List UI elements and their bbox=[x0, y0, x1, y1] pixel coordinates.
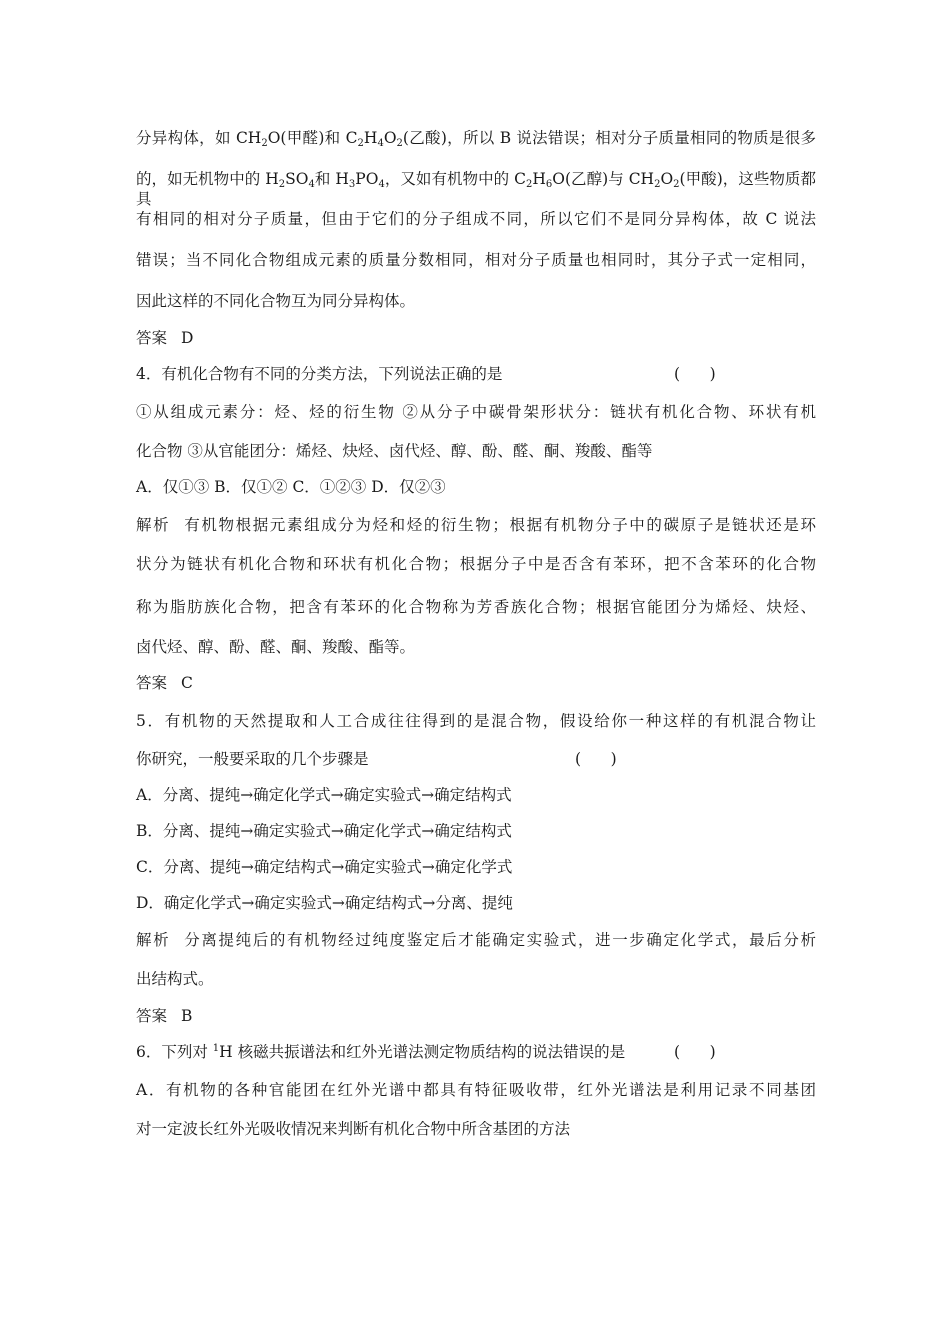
q5-analysis-line-1: 解析 分离提纯后的有机物经过纯度鉴定后才能确定实验式，进一步确定化学式，最后分析 bbox=[136, 931, 816, 949]
q4-stem: 4．有机化合物有不同的分类方法，下列说法正确的是 bbox=[136, 365, 503, 383]
q5-option-a: A．分离、提纯→确定化学式→确定实验式→确定结构式 bbox=[136, 786, 512, 804]
q3-text-line-3: 有相同的相对分子质量，但由于它们的分子组成不同，所以它们不是同分异构体，故 C 说法 bbox=[136, 210, 816, 228]
q5-option-c: C．分离、提纯→确定结构式→确定实验式→确定化学式 bbox=[136, 858, 513, 876]
q6-option-a-line-2: 对一定波长红外光吸收情况来判断有机化合物中所含基团的方法 bbox=[136, 1120, 571, 1138]
q3-text-line-2: 的，如无机物中的 $H_2SO_4$和 $H_3PO_4$，又如有机物中的 $C_2H_6O$(乙醇)与 $CH_2O_2$(甲酸)，这些物质都具 bbox=[136, 170, 816, 208]
analysis-label: 解析 bbox=[136, 931, 171, 949]
analysis-label: 解析 bbox=[136, 516, 171, 534]
answer-value: C bbox=[181, 674, 193, 692]
q6-answer-blank: ( ) bbox=[674, 1043, 716, 1061]
q4-answer-blank: ( ) bbox=[674, 365, 716, 383]
q5-option-b: B．分离、提纯→确定实验式→确定化学式→确定结构式 bbox=[136, 822, 512, 840]
q4-statement-line-1: ①从组成元素分：烃、烃的衍生物 ②从分子中碳骨架形状分：链状有机化合物、环状有机 bbox=[136, 403, 816, 421]
q6-stem: 6．下列对 $^1$H 核磁共振谱法和红外光谱法测定物质结构的说法错误的是 bbox=[136, 1043, 626, 1061]
q5-stem-line-1: 5．有机物的天然提取和人工合成往往得到的是混合物，假设给你一种这样的有机混合物让 bbox=[136, 712, 816, 730]
answer-value: B bbox=[181, 1007, 193, 1025]
answer-value: D bbox=[181, 329, 194, 347]
q4-analysis-line-2: 状分为链状有机化合物和环状有机化合物；根据分子中是否含有苯环，把不含苯环的化合物 bbox=[136, 555, 816, 573]
q4-choices: A．仅①③ B．仅①② C．①②③ D．仅②③ bbox=[136, 478, 446, 496]
q3-text-line-1: 分异构体，如 $CH_2O$(甲醛)和 $C_2H_4O_2$(乙酸)，所以 B 说法错误；相对分子质量相同的物质是很多 bbox=[136, 129, 817, 149]
q3-text-line-4: 错误；当不同化合物组成元素的质量分数相同，相对分子质量也相同时，其分子式一定相同， bbox=[136, 251, 816, 269]
q5-answer bbox=[136, 1006, 192, 1026]
q3-answer bbox=[136, 328, 193, 348]
answer-label: 答案 bbox=[136, 329, 168, 347]
q6-option-a-line-1: A．有机物的各种官能团在红外光谱中都具有特征吸收带，红外光谱法是利用记录不同基团 bbox=[136, 1081, 816, 1099]
q5-option-d: D．确定化学式→确定实验式→确定结构式→分离、提纯 bbox=[136, 894, 513, 912]
answer-label: 答案 bbox=[136, 1007, 168, 1025]
answer-label: 答案 bbox=[136, 674, 168, 692]
q4-analysis-line-1: 解析 有机物根据元素组成分为烃和烃的衍生物；根据有机物分子中的碳原子是链状还是环 bbox=[136, 516, 816, 534]
q5-answer-blank: ( ) bbox=[575, 750, 617, 768]
q4-analysis-line-4: 卤代烃、醇、酚、醛、酮、羧酸、酯等。 bbox=[136, 638, 416, 656]
q4-answer bbox=[136, 673, 193, 693]
q3-text-line-5: 因此这样的不同化合物互为同分异构体。 bbox=[136, 292, 416, 310]
q5-stem-line-2: 你研究，一般要采取的几个步骤是 bbox=[136, 750, 369, 768]
q4-statement-line-2: 化合物 ③从官能团分：烯烃、炔烃、卤代烃、醇、酚、醛、酮、羧酸、酯等 bbox=[136, 442, 653, 460]
q5-analysis-line-2: 出结构式。 bbox=[136, 970, 214, 988]
q4-analysis-line-3: 称为脂肪族化合物，把含有苯环的化合物称为芳香族化合物；根据官能团分为烯烃、炔烃、 bbox=[136, 598, 816, 616]
